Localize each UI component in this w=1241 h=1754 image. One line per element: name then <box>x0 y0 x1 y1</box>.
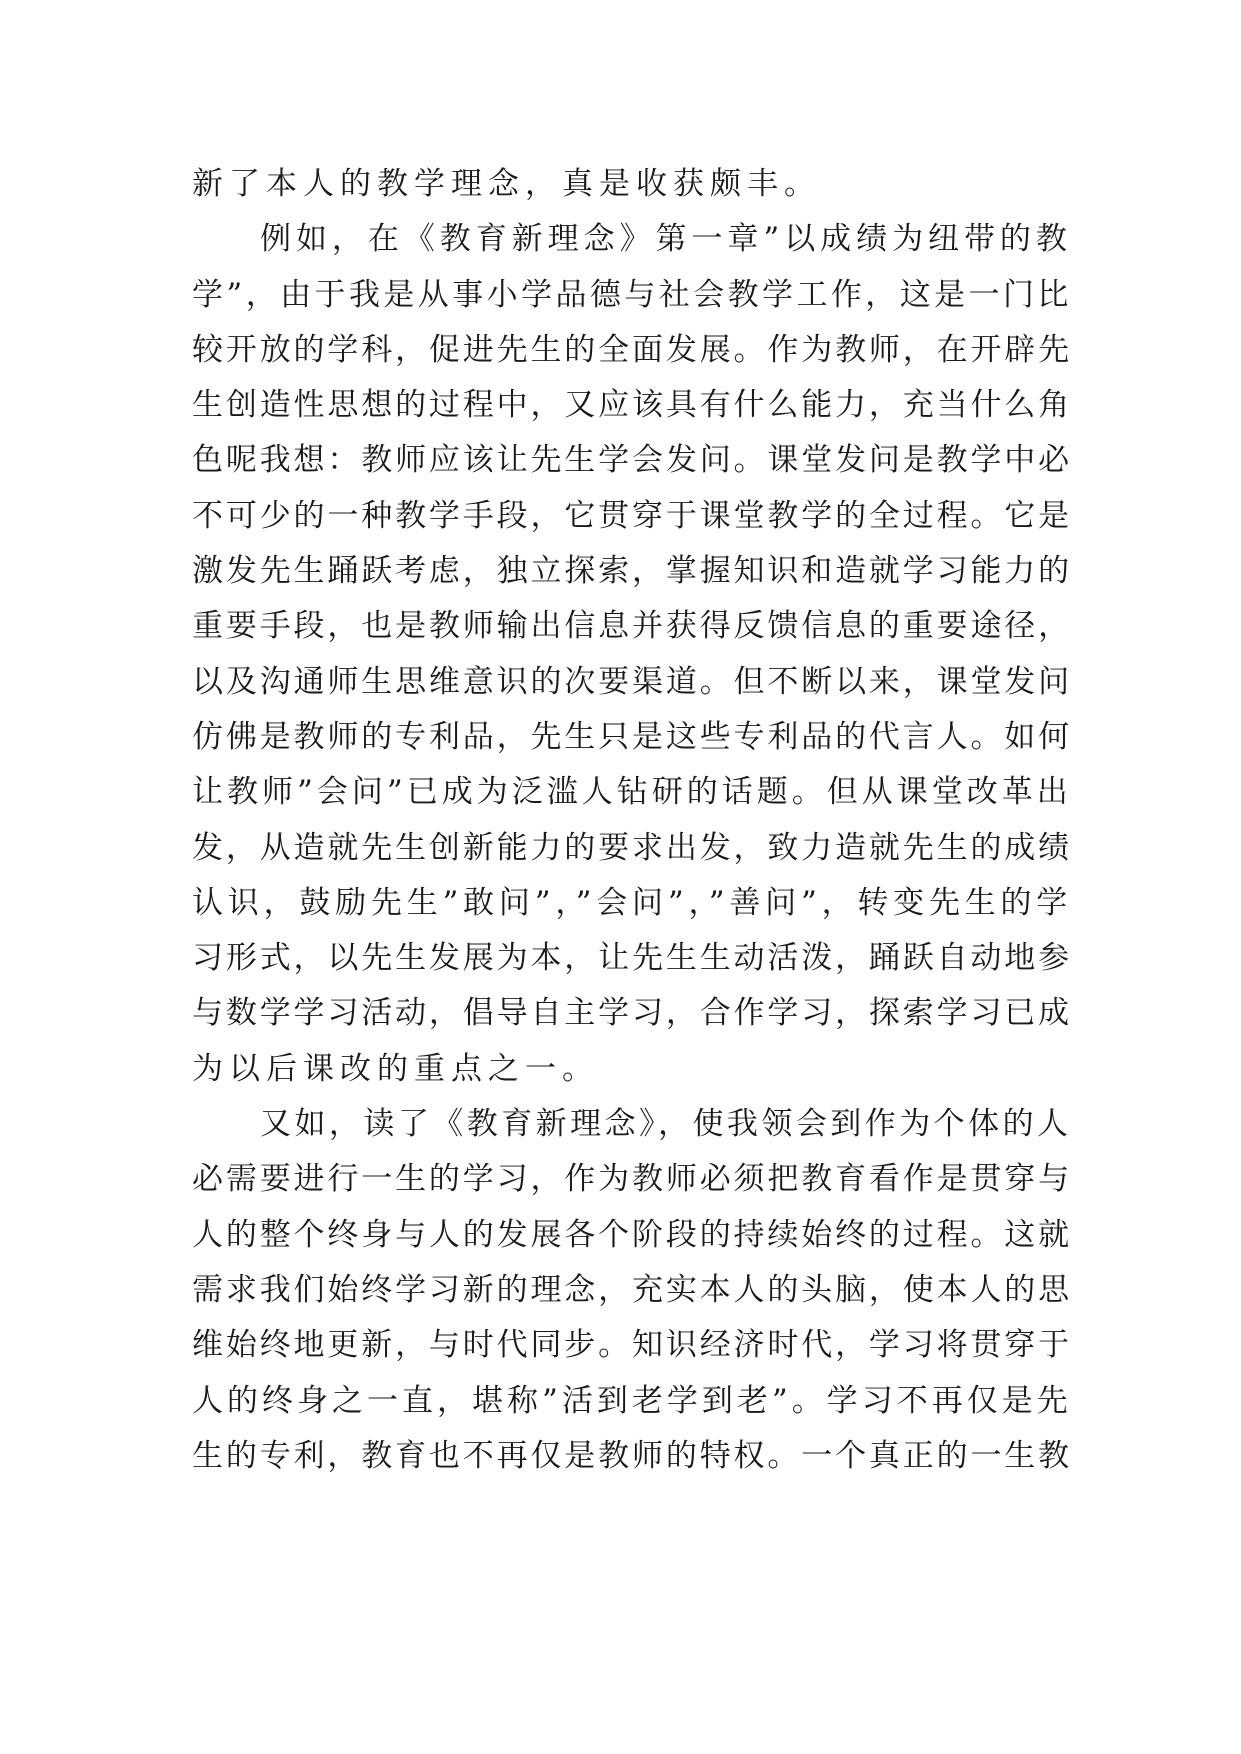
text-line: 人的整个终身与人的发展各个阶段的持续始终的过程。这就 <box>192 1216 1072 1253</box>
text-line: 不可少的一种教学手段，它贯穿于课堂教学的全过程。它是 <box>192 497 1072 534</box>
text-line: 生的专利，教育也不再仅是教师的特权。一个真正的一生教 <box>192 1437 1072 1474</box>
text-line: 重要手段，也是教师输出信息并获得反馈信息的重要途径， <box>192 608 1072 645</box>
text-line: 让教师”会问”已成为泛滥人钻研的话题。但从课堂改革出 <box>192 774 1072 811</box>
text-line: 发，从造就先生创新能力的要求出发，致力造就先生的成绩 <box>192 829 1072 866</box>
text-line: 需求我们始终学习新的理念，充实本人的头脑，使本人的思 <box>192 1271 1072 1308</box>
text-line: 维始终地更新，与时代同步。知识经济时代，学习将贯穿于 <box>192 1327 1072 1364</box>
text-line: 激发先生踊跃考虑，独立探索，掌握知识和造就学习能力的 <box>192 553 1072 590</box>
text-line: 色呢我想：教师应该让先生学会发问。课堂发问是教学中必 <box>192 442 1072 479</box>
text-line: 例如，在《教育新理念》第一章”以成绩为纽带的教 <box>260 221 1072 258</box>
document-body <box>192 157 1072 1484</box>
text-line: 新了本人的教学理念，真是收获颇丰。 <box>192 166 821 202</box>
text-line: 认识，鼓励先生”敢问”，”会问”，”善问”，转变先生的学 <box>192 884 1073 921</box>
text-line: 生创造性思想的过程中，又应该具有什么能力，充当什么角 <box>192 387 1072 424</box>
text-line: 为以后课改的重点之一。 <box>192 1050 599 1087</box>
text-line: 又如，读了《教育新理念》，使我领会到作为个体的人 <box>260 1106 1072 1143</box>
text-line: 习形式，以先生发展为本，让先生生动活泼，踊跃自动地参 <box>192 940 1072 977</box>
text-line: 必需要进行一生的学习，作为教师必须把教育看作是贯穿与 <box>192 1161 1072 1198</box>
text-line: 学”，由于我是从事小学品德与社会教学工作，这是一门比 <box>192 276 1072 313</box>
text-line: 以及沟通师生思维意识的次要渠道。但不断以来，课堂发问 <box>192 663 1072 700</box>
text-line: 仿佛是教师的专利品，先生只是这些专利品的代言人。如何 <box>192 718 1072 755</box>
text-line: 较开放的学科，促进先生的全面发展。作为教师，在开辟先 <box>192 331 1072 368</box>
text-line: 人的终身之一直，堪称”活到老学到老”。学习不再仅是先 <box>192 1382 1072 1419</box>
text-line: 与数学学习活动，倡导自主学习，合作学习，探索学习已成 <box>192 995 1072 1032</box>
